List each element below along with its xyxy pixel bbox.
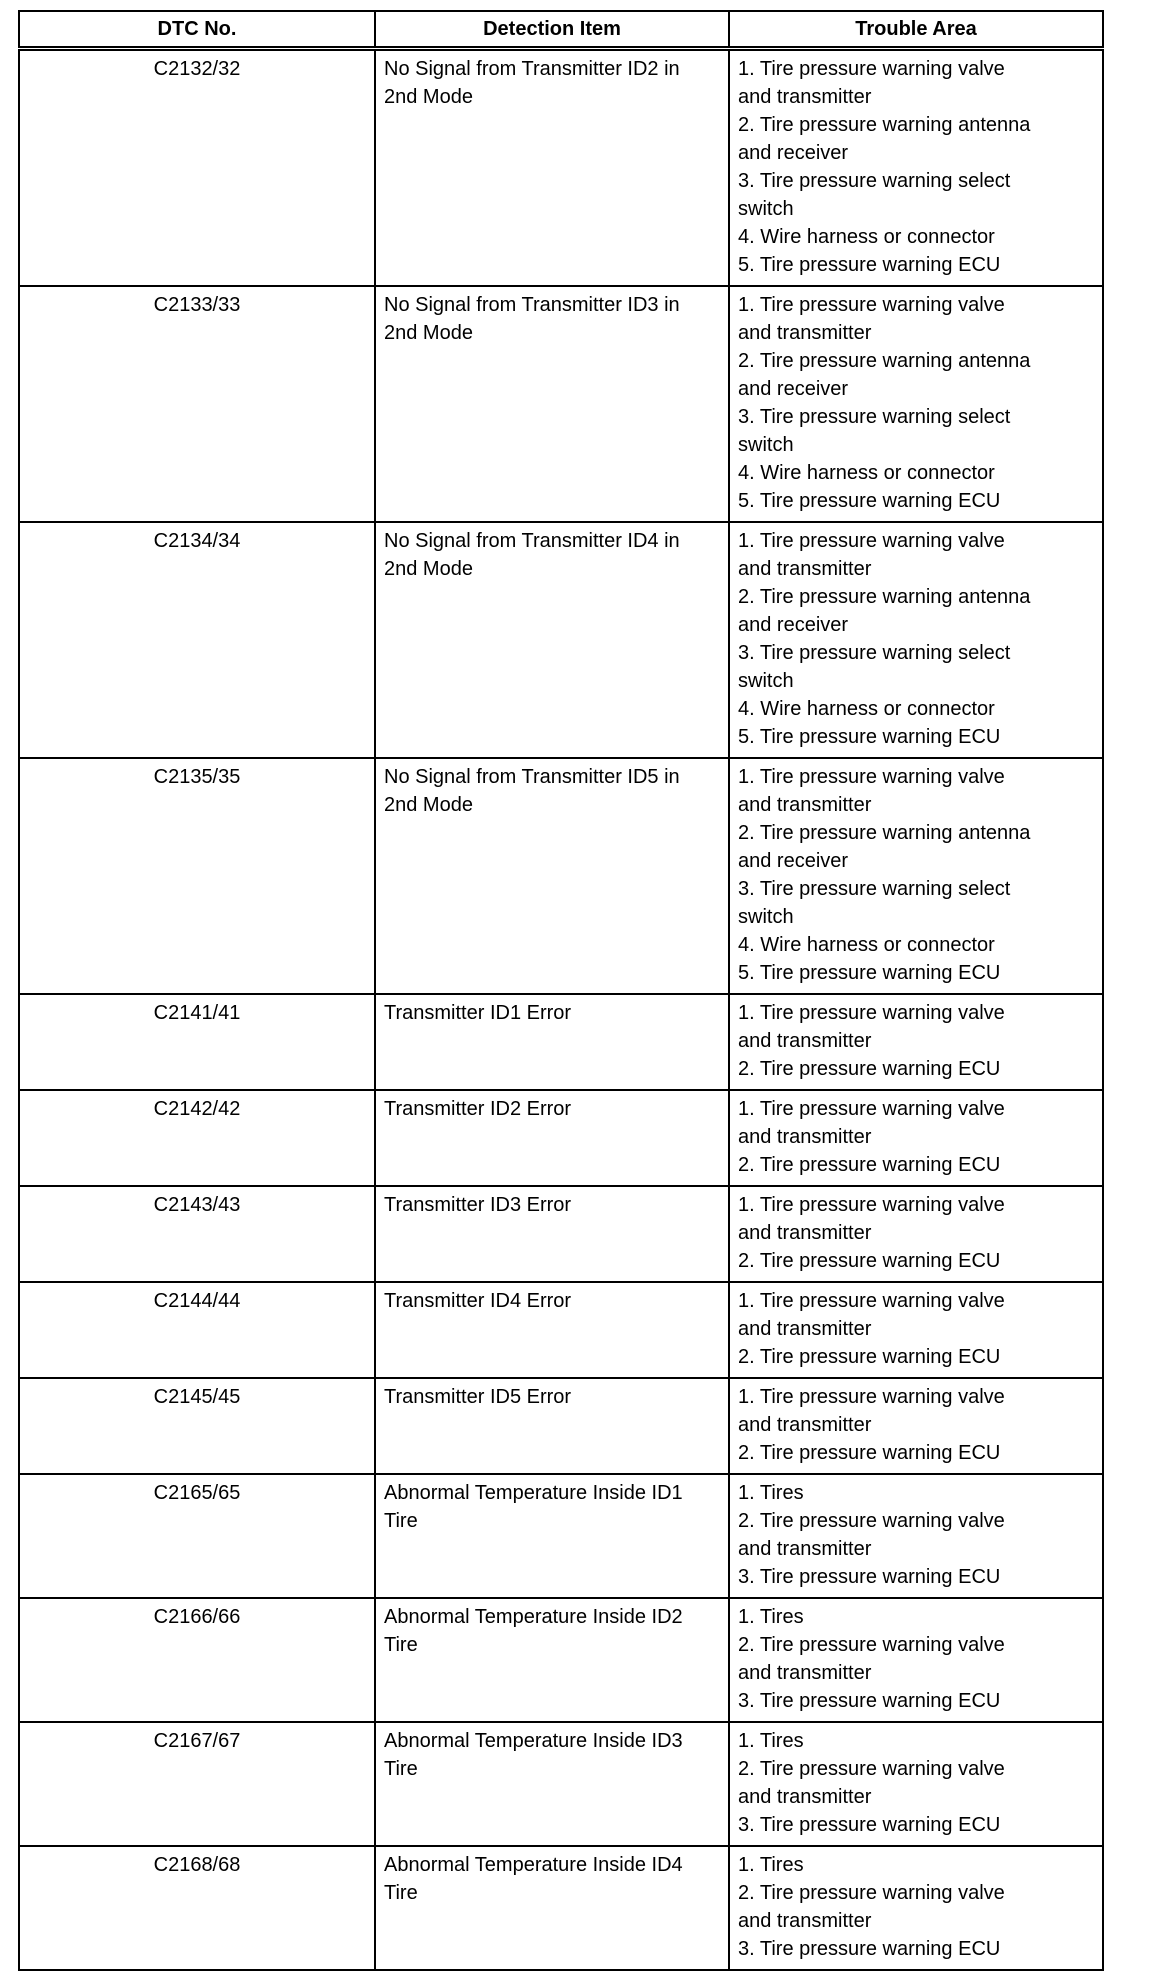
trouble-area-line: and transmitter: [738, 1126, 872, 1148]
trouble-area-line: 3. Tire pressure warning ECU: [738, 1566, 1001, 1588]
detection-item-line: 2nd Mode: [384, 86, 473, 108]
detection-item-cell: [375, 286, 729, 522]
header-row: [19, 11, 1103, 49]
trouble-area-line: 2. Tire pressure warning valve: [738, 1758, 1005, 1780]
trouble-area-cell: [729, 1846, 1103, 1970]
table-row: [19, 1598, 1103, 1722]
trouble-area-line: 1. Tires: [738, 1482, 804, 1504]
dtc-code-cell: C2132/32: [19, 49, 375, 287]
trouble-area-line: 1. Tire pressure warning valve: [738, 58, 1005, 80]
dtc-code-cell: C2143/43: [19, 1186, 375, 1282]
header-detection-item: Detection Item: [375, 11, 729, 49]
detection-item-line: No Signal from Transmitter ID2 in: [384, 58, 680, 80]
trouble-area-line: 5. Tire pressure warning ECU: [738, 726, 1001, 748]
dtc-code-cell: C2167/67: [19, 1722, 375, 1846]
trouble-area-line: switch: [738, 670, 794, 692]
trouble-area-line: and transmitter: [738, 794, 872, 816]
trouble-area-line: 3. Tire pressure warning select: [738, 406, 1011, 428]
dtc-table: [18, 10, 1104, 1971]
detection-item-cell: [375, 1846, 729, 1970]
trouble-area-cell: [729, 1186, 1103, 1282]
detection-item-line: Transmitter ID2 Error: [384, 1098, 572, 1120]
detection-item-line: Abnormal Temperature Inside ID3: [384, 1730, 683, 1752]
trouble-area-cell: [729, 1378, 1103, 1474]
trouble-area-line: switch: [738, 198, 794, 220]
trouble-area-line: 3. Tire pressure warning select: [738, 642, 1011, 664]
table-row: [19, 1282, 1103, 1378]
trouble-area-cell: [729, 1598, 1103, 1722]
detection-item-cell: [375, 994, 729, 1090]
trouble-area-line: 3. Tire pressure warning select: [738, 170, 1011, 192]
trouble-area-line: and transmitter: [738, 1786, 872, 1808]
trouble-area-line: 1. Tires: [738, 1730, 804, 1752]
trouble-area-line: 3. Tire pressure warning select: [738, 878, 1011, 900]
trouble-area-cell: [729, 994, 1103, 1090]
trouble-area-line: and receiver: [738, 850, 849, 872]
trouble-area-line: switch: [738, 906, 794, 928]
trouble-area-line: 1. Tire pressure warning valve: [738, 530, 1005, 552]
detection-item-line: No Signal from Transmitter ID5 in: [384, 766, 680, 788]
dtc-code-cell: C2144/44: [19, 1282, 375, 1378]
detection-item-cell: [375, 1598, 729, 1722]
trouble-area-cell: [729, 1090, 1103, 1186]
detection-item-line: Tire: [384, 1510, 418, 1532]
table-row: [19, 758, 1103, 994]
trouble-area-line: 4. Wire harness or connector: [738, 226, 995, 248]
trouble-area-cell: [729, 522, 1103, 758]
trouble-area-line: 2. Tire pressure warning ECU: [738, 1250, 1001, 1272]
header-trouble-area: Trouble Area: [729, 11, 1103, 49]
table-header: [19, 11, 1103, 49]
trouble-area-cell: [729, 286, 1103, 522]
trouble-area-cell: [729, 758, 1103, 994]
table-row: [19, 1090, 1103, 1186]
trouble-area-line: 4. Wire harness or connector: [738, 698, 995, 720]
table-row: [19, 1722, 1103, 1846]
trouble-area-line: and receiver: [738, 614, 849, 636]
detection-item-cell: [375, 1474, 729, 1598]
detection-item-cell: [375, 1378, 729, 1474]
table-row: [19, 49, 1103, 287]
trouble-area-line: 2. Tire pressure warning valve: [738, 1510, 1005, 1532]
trouble-area-line: and transmitter: [738, 1662, 872, 1684]
trouble-area-line: 2. Tire pressure warning ECU: [738, 1058, 1001, 1080]
table-row: [19, 1378, 1103, 1474]
trouble-area-cell: [729, 1282, 1103, 1378]
detection-item-line: Transmitter ID1 Error: [384, 1002, 572, 1024]
trouble-area-line: 5. Tire pressure warning ECU: [738, 254, 1001, 276]
dtc-code-cell: C2168/68: [19, 1846, 375, 1970]
detection-item-cell: [375, 49, 729, 287]
trouble-area-line: 1. Tire pressure warning valve: [738, 1098, 1005, 1120]
detection-item-cell: [375, 1090, 729, 1186]
trouble-area-line: and transmitter: [738, 322, 872, 344]
table-row: [19, 286, 1103, 522]
header-dtc-no: DTC No.: [19, 11, 375, 49]
detection-item-line: 2nd Mode: [384, 322, 473, 344]
trouble-area-line: 2. Tire pressure warning ECU: [738, 1154, 1001, 1176]
dtc-code-cell: C2166/66: [19, 1598, 375, 1722]
trouble-area-line: 1. Tire pressure warning valve: [738, 1386, 1005, 1408]
detection-item-line: Tire: [384, 1634, 418, 1656]
trouble-area-line: and transmitter: [738, 1910, 872, 1932]
detection-item-line: Tire: [384, 1882, 418, 1904]
trouble-area-cell: [729, 1474, 1103, 1598]
trouble-area-line: 4. Wire harness or connector: [738, 934, 995, 956]
trouble-area-line: 1. Tire pressure warning valve: [738, 294, 1005, 316]
trouble-area-line: 1. Tire pressure warning valve: [738, 766, 1005, 788]
trouble-area-line: 2. Tire pressure warning valve: [738, 1634, 1005, 1656]
trouble-area-line: and transmitter: [738, 1414, 872, 1436]
detection-item-line: Transmitter ID5 Error: [384, 1386, 572, 1408]
trouble-area-line: 1. Tires: [738, 1606, 804, 1628]
table-row: [19, 522, 1103, 758]
table-row: [19, 1846, 1103, 1970]
trouble-area-line: 1. Tire pressure warning valve: [738, 1194, 1005, 1216]
trouble-area-line: 4. Wire harness or connector: [738, 462, 995, 484]
trouble-area-line: 5. Tire pressure warning ECU: [738, 490, 1001, 512]
table-row: [19, 1474, 1103, 1598]
detection-item-line: Transmitter ID4 Error: [384, 1290, 572, 1312]
dtc-code-cell: C2135/35: [19, 758, 375, 994]
detection-item-cell: [375, 522, 729, 758]
trouble-area-line: 1. Tire pressure warning valve: [738, 1290, 1005, 1312]
trouble-area-cell: [729, 49, 1103, 287]
detection-item-line: 2nd Mode: [384, 558, 473, 580]
trouble-area-line: 1. Tires: [738, 1854, 804, 1876]
detection-item-cell: [375, 758, 729, 994]
trouble-area-line: 3. Tire pressure warning ECU: [738, 1814, 1001, 1836]
dtc-code-cell: C2142/42: [19, 1090, 375, 1186]
detection-item-line: Abnormal Temperature Inside ID4: [384, 1854, 683, 1876]
detection-item-line: 2nd Mode: [384, 794, 473, 816]
trouble-area-line: 2. Tire pressure warning antenna: [738, 586, 1031, 608]
dtc-code-cell: C2145/45: [19, 1378, 375, 1474]
detection-item-cell: [375, 1186, 729, 1282]
trouble-area-line: and transmitter: [738, 1030, 872, 1052]
trouble-area-line: 3. Tire pressure warning ECU: [738, 1938, 1001, 1960]
trouble-area-line: and receiver: [738, 142, 849, 164]
detection-item-line: Abnormal Temperature Inside ID2: [384, 1606, 683, 1628]
detection-item-line: Abnormal Temperature Inside ID1: [384, 1482, 683, 1504]
detection-item-line: Transmitter ID3 Error: [384, 1194, 572, 1216]
trouble-area-line: 2. Tire pressure warning antenna: [738, 114, 1031, 136]
detection-item-cell: [375, 1282, 729, 1378]
trouble-area-line: and transmitter: [738, 1538, 872, 1560]
trouble-area-line: and receiver: [738, 378, 849, 400]
detection-item-line: No Signal from Transmitter ID4 in: [384, 530, 680, 552]
trouble-area-line: 2. Tire pressure warning antenna: [738, 822, 1031, 844]
dtc-code-cell: C2141/41: [19, 994, 375, 1090]
dtc-code-cell: C2133/33: [19, 286, 375, 522]
trouble-area-line: and transmitter: [738, 1318, 872, 1340]
dtc-code-cell: C2165/65: [19, 1474, 375, 1598]
trouble-area-line: and transmitter: [738, 558, 872, 580]
trouble-area-line: 3. Tire pressure warning ECU: [738, 1690, 1001, 1712]
trouble-area-cell: [729, 1722, 1103, 1846]
trouble-area-line: 5. Tire pressure warning ECU: [738, 962, 1001, 984]
trouble-area-line: 2. Tire pressure warning ECU: [738, 1346, 1001, 1368]
table-row: [19, 1186, 1103, 1282]
trouble-area-line: 2. Tire pressure warning ECU: [738, 1442, 1001, 1464]
trouble-area-line: and transmitter: [738, 1222, 872, 1244]
trouble-area-line: and transmitter: [738, 86, 872, 108]
trouble-area-line: switch: [738, 434, 794, 456]
trouble-area-line: 1. Tire pressure warning valve: [738, 1002, 1005, 1024]
detection-item-line: Tire: [384, 1758, 418, 1780]
dtc-code-cell: C2134/34: [19, 522, 375, 758]
table-row: [19, 994, 1103, 1090]
detection-item-cell: [375, 1722, 729, 1846]
detection-item-line: No Signal from Transmitter ID3 in: [384, 294, 680, 316]
trouble-area-line: 2. Tire pressure warning antenna: [738, 350, 1031, 372]
trouble-area-line: 2. Tire pressure warning valve: [738, 1882, 1005, 1904]
table-body: [19, 49, 1103, 1971]
